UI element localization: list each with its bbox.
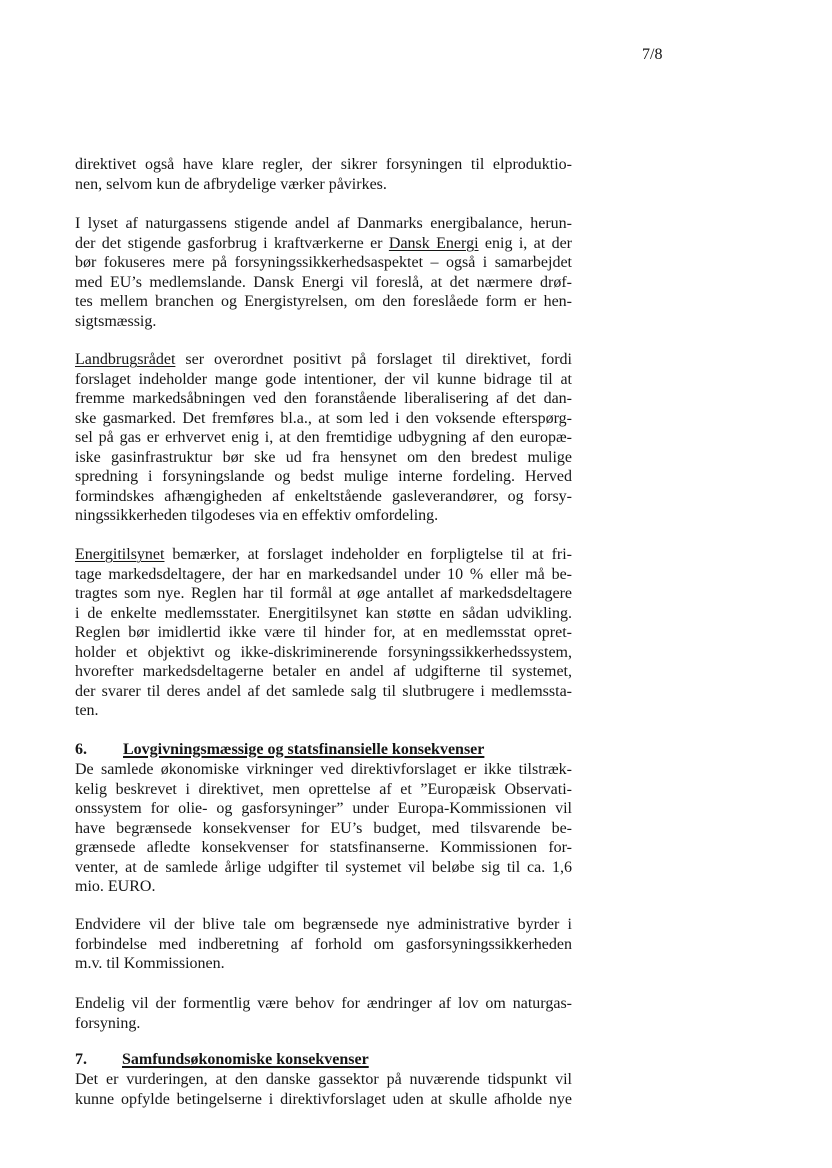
text-line: forslaget indeholder mange gode intentioner, der vil kunne bidrage til at: [75, 370, 572, 388]
text-line: tragtes som nye. Reglen har til formål at øge antallet af markedsdeltagere: [75, 585, 572, 602]
text-line: holder et objektivt og ikke-diskriminerende forsyningssikkerhedssystem,: [75, 643, 572, 661]
text-line: De samlede økonomiske virkninger ved direktivforslaget er ikke tilstræk-: [75, 761, 572, 778]
text-line: grænsede afledte konsekvenser for statsfinanserne. Kommissionen for-: [75, 839, 572, 856]
paragraph-economic-effects: [75, 760, 572, 897]
text-line: Reglen bør imidlertid ikke være til hinder for, at en medlemsstat opret-: [75, 624, 572, 641]
text-line: Endelig vil der formentlig være behov for ændringer af lov om naturgas-: [75, 995, 572, 1012]
paragraph-law-changes: [75, 994, 572, 1033]
section-7-heading: [75, 1050, 572, 1070]
paragraph-supply-rules: [75, 155, 572, 194]
text-line: onssystem for olie- og gasforsyninger” under Europa-Kommissionen vil: [75, 800, 572, 817]
text-line: ske gasmarked. Det fremføres bl.a., at som led i den voksende efterspørg-: [75, 409, 572, 427]
section-number: 7.: [75, 1051, 87, 1068]
text-line: iske gasinfrastruktur bør ske ud fra hensynet om den bredest mulige: [75, 448, 572, 466]
text-segment: enig i, at der: [478, 234, 573, 252]
text-line: kelig beskrevet i direktivet, men oprettelse af et ”Europæisk Observati-: [75, 780, 572, 798]
text-line: ten.: [75, 702, 99, 719]
section-title: Lovgivningsmæssige og statsfinansielle konsekvenser: [123, 741, 485, 758]
text-line: i de enkelte medlemsstater. Energitilsynet kan støtte en sådan udvikling.: [75, 604, 572, 622]
text-line: Endvidere vil der blive tale om begrænsede nye administrative byrder i: [75, 916, 572, 933]
text-segment: bemærker, at forslaget indeholder en forpligtelse til at fri-: [164, 546, 572, 563]
paragraph-energitilsynet: [75, 545, 572, 721]
text-line: der svarer til deres andel af det samlede salg til slutbrugere i medlemssta-: [75, 682, 572, 700]
text-line: ningssikkerheden tilgodeses via en effektiv omfordeling.: [75, 507, 439, 524]
paragraph-dansk-energi: [75, 214, 572, 331]
text-line: have begrænsede konsekvenser for EU’s budget, med tilsvarende be-: [75, 819, 572, 837]
text-line: [75, 234, 572, 254]
text-line: direktivet også have klare regler, der sikrer forsyningen til elproduktio-: [75, 156, 572, 173]
text-line: forsyning.: [75, 1014, 141, 1032]
text-line: m.v. til Kommissionen.: [75, 955, 225, 972]
text-line: tes mellem branchen og Energistyrelsen, om den foreslåede form er hen-: [75, 293, 572, 310]
text-line: bør fokuseres mere på forsyningssikkerhedsaspektet – også i samarbejdet: [75, 254, 572, 271]
text-line: hvorefter markedsdeltagerne betaler en andel af udgifterne til systemet,: [75, 663, 572, 680]
text-line: fremme markedsåbningen ved den foranstående liberalisering af det dan-: [75, 390, 572, 407]
text-line: sigtsmæssig.: [75, 312, 157, 330]
text-line: Det er vurderingen, at den danske gassektor på nuværende tidspunkt vil: [75, 1071, 572, 1088]
underlined-organization-name: Energitilsynet: [75, 546, 165, 563]
text-line: kunne opfylde betingelserne i direktivforslaget uden at skulle afholde nye: [75, 1090, 572, 1108]
page-number: 7/8: [642, 46, 663, 63]
text-line: formindskes afhængigheden af enkeltstående gasleverandører, og forsy-: [75, 487, 572, 505]
text-line: spredning i forsyningslande og bedst mulige interne fordeling. Herved: [75, 468, 572, 485]
text-line: mio. EURO.: [75, 878, 156, 895]
text-line: forbindelse med indberetning af forhold om gasforsyningssikkerheden: [75, 935, 572, 953]
underlined-organization-name: Dansk Energi: [388, 234, 479, 252]
text-line: sel på gas er erhvervet enig i, at den fremtidige udbygning af den europæ-: [75, 429, 572, 446]
text-line: [75, 350, 572, 370]
text-line: [75, 545, 572, 565]
paragraph-administrative-burdens: [75, 915, 572, 974]
paragraph-socioeconomic-assessment: [75, 1070, 572, 1109]
section-title: Samfundsøkonomiske konsekvenser: [122, 1051, 369, 1068]
text-line: venter, at de samlede årlige udgifter til systemet vil beløbe sig til ca. 1,6: [75, 858, 572, 876]
text-line: nen, selvom kun de afbrydelige værker påvirkes.: [75, 175, 387, 193]
underlined-organization-name: Landbrugsrådet: [75, 351, 176, 368]
text-line: I lyset af naturgassens stigende andel af Danmarks energibalance, herun-: [75, 215, 572, 232]
section-number: 6.: [75, 741, 87, 758]
paragraph-landbrugsraadet: [75, 350, 572, 526]
text-segment: der det stigende gasforbrug i kraftværkerne er: [75, 234, 389, 252]
text-line: tage markedsdeltagere, der har en markedsandel under 10 % eller må be-: [75, 565, 572, 583]
section-6-heading: [75, 740, 572, 760]
text-line: med EU’s medlemslande. Dansk Energi vil foreslå, at det nærmere drøf-: [75, 273, 572, 291]
text-segment: ser overordnet positivt på forslaget til direktivet, fordi: [175, 351, 572, 368]
